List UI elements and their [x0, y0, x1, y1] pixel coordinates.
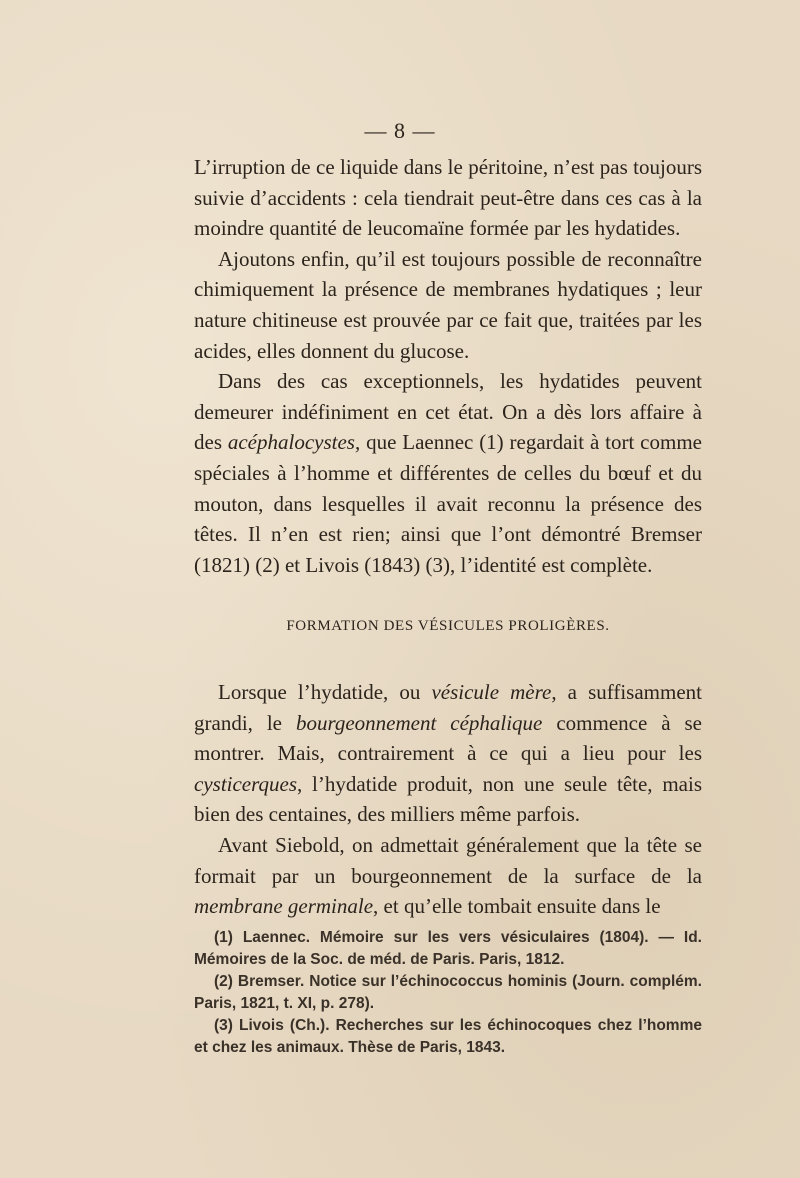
paragraph [194, 830, 702, 922]
footnote: (2) Bremser. Notice sur l’échinococcus hominis (Journ. complém. Paris, 1821, t. XI, p. 278). [194, 973, 702, 1012]
text-run: , et qu’elle tombait ensuite dans le [373, 894, 661, 919]
paragraph [194, 366, 702, 580]
text-run: Lorsque l’hydatide, ou [218, 680, 432, 704]
page-number: — 8 — [364, 118, 436, 143]
text-run: commence à se montrer. Mais, contrairement à ce qui a lieu pour les [194, 710, 702, 766]
paragraph [194, 677, 702, 830]
paragraph: Ajoutons enfin, qu’il est toujours possible de reconnaître chimiquement la présence de membranes hydatiques ; leur nature chitineuse est prouvée par ce fait que, traitées par les acides, elles donnent du glucose. [194, 246, 702, 363]
paragraph: L’irruption de ce liquide dans le péritoine, n’est pas toujours suivie d’accidents : cela tiendrait peut-être dans ces cas à la moindre quantité de leucomaïne formée par les hydatides. [194, 155, 702, 241]
footnotes [194, 927, 702, 1059]
italic-term: vésicule mère [431, 680, 552, 704]
italic-term: membrane germinale [194, 894, 374, 919]
italic-term: bourgeonnement céphalique [295, 710, 543, 735]
section-heading: FORMATION DES VÉSICULES PROLIGÈRES. [286, 618, 610, 634]
italic-term: cysticerques [194, 771, 298, 796]
footnote: (1) Laennec. Mémoire sur les vers vésiculaires (1804). — Id. Mémoires de la Soc. de méd. de Paris. Paris, 1812. [194, 929, 702, 968]
text-run: Avant Siebold, on admettait généralement que la tête se formait par un bourgeonnement de la surface de la [194, 832, 702, 888]
text-run: , que Laennec (1) regardait à tort comme spéciales à l’homme et différentes de celles du bœuf et du mouton, dans lesquelles il avait reconnu la présence des têtes. Il n’en est rien; ainsi que l’ont démontré Bremser (1821) (2) et Livois (1843) (3), l’identité est complète. [194, 430, 702, 577]
text-run: , a suffisamment grandi, le [194, 680, 702, 735]
footnote: (3) Livois (Ch.). Recherches sur les échinocoques chez l’homme et chez les animaux. Thèse de Paris, 1843. [194, 1017, 702, 1056]
text-run: Dans des cas exceptionnels, les hydatides peuvent demeurer indéfiniment en cet état. On a dès lors affaire à des [194, 369, 702, 455]
text-run: , l’hydatide produit, non une seule tête, mais bien des centaines, des milliers même parfois. [194, 771, 702, 827]
body-text-section-2 [194, 677, 702, 922]
italic-term: acéphalocystes [227, 430, 355, 455]
body-text-section-1 [194, 152, 702, 580]
